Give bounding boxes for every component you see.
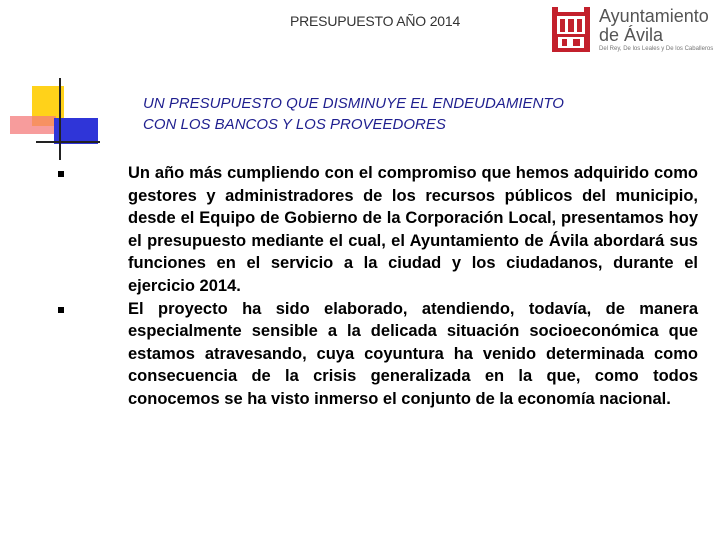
bullet-item xyxy=(58,298,698,411)
bullet-item xyxy=(58,162,698,298)
bullet-text: Un año más cumpliendo con el compromiso que hemos adquirido como gestores y administradores de los recursos públicos del municipio, desde el Equipo de Gobierno de la Corporación Local, presentamos hoy el presupuesto mediante el cual, el Ayuntamiento de Ávila abordará sus funciones en el servicio a la ciudad y los ciudadanos, durante el ejercicio 2014. xyxy=(128,164,698,295)
square-bullet-icon xyxy=(58,171,64,177)
slide-subtitle xyxy=(143,93,703,135)
bullet-text: El proyecto ha sido elaborado, atendiendo, todavía, de manera especialmente sensible a la delicada situación socioeconómica que estamos atravesando, cuya coyuntura ha venido determinada como consecuencia de la crisis generalizada en la que, como todos conocemos se ha visto inmerso el conjunto de la economía nacional. xyxy=(128,299,698,408)
subtitle-line-1: UN PRESUPUESTO QUE DISMINUYE EL ENDEUDAMIENTO xyxy=(143,95,564,112)
bullet-list xyxy=(58,162,698,411)
logo-name-line: Ayuntamiento de Ávila xyxy=(599,6,709,45)
ayuntamiento-logo xyxy=(548,6,718,56)
header-title: PRESUPUESTO AÑO 2014 xyxy=(290,13,461,29)
square-bullet-icon xyxy=(58,307,64,313)
logo-tagline: Del Rey, De los Leales y De los Caballeros xyxy=(599,46,714,52)
decorative-corner-graphic xyxy=(0,78,100,160)
city-coat-of-arms-icon xyxy=(548,6,594,56)
logo-name xyxy=(599,7,709,45)
subtitle-line-2: CON LOS BANCOS Y LOS PROVEEDORES xyxy=(143,116,446,133)
